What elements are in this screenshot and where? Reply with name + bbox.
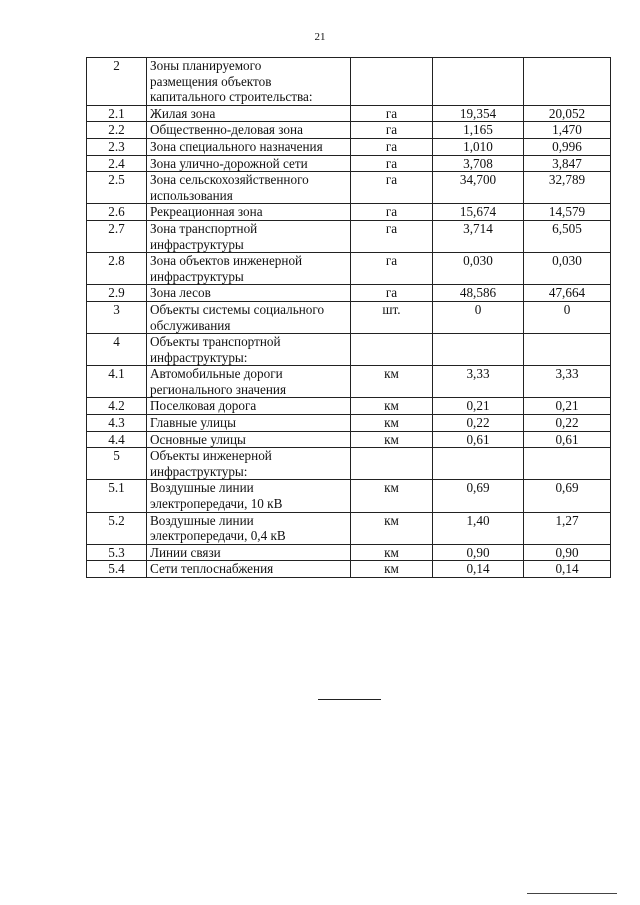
row-unit: га [351,172,433,204]
row-number: 2 [87,58,147,106]
table-row [87,448,611,480]
row-value-existing [433,448,524,480]
row-value-existing: 3,714 [433,220,524,252]
row-value-planned: 0,14 [524,561,611,578]
row-value-planned: 0,030 [524,253,611,285]
row-value-existing: 0,21 [433,398,524,415]
row-name [147,544,351,561]
row-unit [351,58,433,106]
row-number: 3 [87,301,147,333]
row-name [147,204,351,221]
row-name-line: электропередачи, 0,4 кВ [150,528,286,544]
row-value-existing: 3,708 [433,155,524,172]
corner-mark-line [527,893,617,894]
table-row [87,253,611,285]
row-value-planned [524,334,611,366]
indicators-table [86,57,611,578]
row-name-line: электропередачи, 10 кВ [150,496,283,512]
row-name-line: Общественно-деловая зона [150,122,303,138]
row-unit: км [351,480,433,512]
row-value-planned: 32,789 [524,172,611,204]
row-unit: км [351,366,433,398]
row-name-line: обслуживания [150,317,231,333]
row-name [147,172,351,204]
row-name-line: использования [150,187,233,203]
row-number: 2.2 [87,122,147,139]
row-unit [351,448,433,480]
table-row [87,204,611,221]
row-number: 5.2 [87,512,147,544]
row-value-planned [524,448,611,480]
row-value-planned: 3,33 [524,366,611,398]
row-number: 2.9 [87,285,147,302]
table-row [87,155,611,172]
row-name [147,155,351,172]
row-name [147,220,351,252]
row-name-line: Объекты системы социального [150,301,325,317]
row-value-existing: 0,14 [433,561,524,578]
row-unit [351,334,433,366]
row-name-line: Рекреационная зона [150,204,263,220]
row-name-line: Зона транспортной [150,220,258,236]
row-unit: га [351,253,433,285]
row-name [147,512,351,544]
row-value-existing: 1,010 [433,138,524,155]
row-name-line: Объекты инженерной [150,448,272,464]
row-value-planned: 1,470 [524,122,611,139]
row-number: 4 [87,334,147,366]
row-name [147,366,351,398]
row-number: 2.5 [87,172,147,204]
table-row [87,122,611,139]
row-value-planned [524,58,611,106]
row-name-line: Зона сельскохозяйственного [150,172,309,188]
row-value-planned: 47,664 [524,285,611,302]
row-name-line: Зона специального назначения [150,138,323,154]
row-value-existing: 19,354 [433,105,524,122]
row-unit: га [351,285,433,302]
row-name-line: инфраструктуры [150,268,244,284]
row-number: 4.2 [87,398,147,415]
row-unit: км [351,415,433,432]
table-row [87,220,611,252]
table-row [87,58,611,106]
row-unit: км [351,561,433,578]
table-row [87,105,611,122]
row-name-line: Жилая зона [150,105,216,121]
row-name-line: инфраструктуры [150,236,244,252]
row-name-line: Воздушные линии [150,480,254,496]
table-row [87,431,611,448]
table-row [87,138,611,155]
row-unit: км [351,544,433,561]
row-name-line: Зона объектов инженерной [150,253,303,269]
row-number: 2.7 [87,220,147,252]
table-row [87,334,611,366]
row-number: 2.1 [87,105,147,122]
table-row [87,544,611,561]
row-value-existing: 3,33 [433,366,524,398]
table-row [87,301,611,333]
row-unit: км [351,431,433,448]
row-value-existing: 34,700 [433,172,524,204]
row-name [147,138,351,155]
row-value-existing: 48,586 [433,285,524,302]
row-value-planned: 0,21 [524,398,611,415]
row-value-existing: 0,69 [433,480,524,512]
row-name [147,398,351,415]
row-value-planned: 0,61 [524,431,611,448]
row-value-existing: 15,674 [433,204,524,221]
end-of-document-line [318,699,381,700]
row-value-planned: 1,27 [524,512,611,544]
row-name-line: Линии связи [150,544,221,560]
row-unit: га [351,138,433,155]
row-name [147,58,351,106]
row-name [147,285,351,302]
row-name-line: инфраструктуры: [150,463,248,479]
row-value-existing: 0,030 [433,253,524,285]
row-name-line: Автомобильные дороги [150,366,283,382]
row-number: 5.4 [87,561,147,578]
row-name [147,561,351,578]
row-number: 4.1 [87,366,147,398]
table-row [87,561,611,578]
row-value-planned: 0,90 [524,544,611,561]
row-value-existing [433,334,524,366]
table-row [87,398,611,415]
row-name [147,253,351,285]
row-name-line: Основные улицы [150,431,246,447]
table-row [87,415,611,432]
row-value-planned: 6,505 [524,220,611,252]
row-name-line: инфраструктуры: [150,349,248,365]
row-name-line: Зоны планируемого [150,58,262,73]
row-name-line: Поселковая дорога [150,398,257,414]
row-name-line: Зона улично-дорожной сети [150,155,308,171]
table-row [87,285,611,302]
row-value-existing: 0,90 [433,544,524,561]
row-name-line: Сети теплоснабжения [150,561,274,577]
row-name [147,122,351,139]
row-number: 2.4 [87,155,147,172]
table-row [87,366,611,398]
row-unit: км [351,398,433,415]
row-unit: шт. [351,301,433,333]
row-value-existing: 0,22 [433,415,524,432]
row-name [147,431,351,448]
row-name-line: капитального строительства: [150,89,313,105]
row-name [147,105,351,122]
row-name-line: Воздушные линии [150,512,254,528]
page-number: 21 [314,31,326,43]
table-body [87,58,611,578]
row-unit: га [351,105,433,122]
row-number: 4.4 [87,431,147,448]
row-value-planned: 0 [524,301,611,333]
row-name [147,415,351,432]
row-name-line: Главные улицы [150,415,236,431]
row-value-existing: 1,40 [433,512,524,544]
row-number: 4.3 [87,415,147,432]
row-value-planned: 3,847 [524,155,611,172]
row-value-existing: 1,165 [433,122,524,139]
row-value-planned: 20,052 [524,105,611,122]
row-name-line: размещения объектов [150,73,272,89]
row-value-existing: 0,61 [433,431,524,448]
row-number: 2.3 [87,138,147,155]
row-unit: га [351,220,433,252]
row-name [147,334,351,366]
table-row [87,172,611,204]
row-value-planned: 14,579 [524,204,611,221]
row-name [147,301,351,333]
row-number: 2.8 [87,253,147,285]
table-row [87,480,611,512]
row-number: 5.3 [87,544,147,561]
row-unit: га [351,155,433,172]
row-value-existing: 0 [433,301,524,333]
row-value-planned: 0,996 [524,138,611,155]
row-number: 2.6 [87,204,147,221]
table-row [87,512,611,544]
row-number: 5 [87,448,147,480]
row-value-existing [433,58,524,106]
row-name [147,480,351,512]
row-value-planned: 0,22 [524,415,611,432]
row-name-line: Зона лесов [150,285,211,301]
row-unit: га [351,204,433,221]
row-unit: га [351,122,433,139]
row-name-line: Объекты транспортной [150,334,281,350]
row-value-planned: 0,69 [524,480,611,512]
row-name [147,448,351,480]
row-unit: км [351,512,433,544]
row-number: 5.1 [87,480,147,512]
row-name-line: регионального значения [150,381,287,397]
